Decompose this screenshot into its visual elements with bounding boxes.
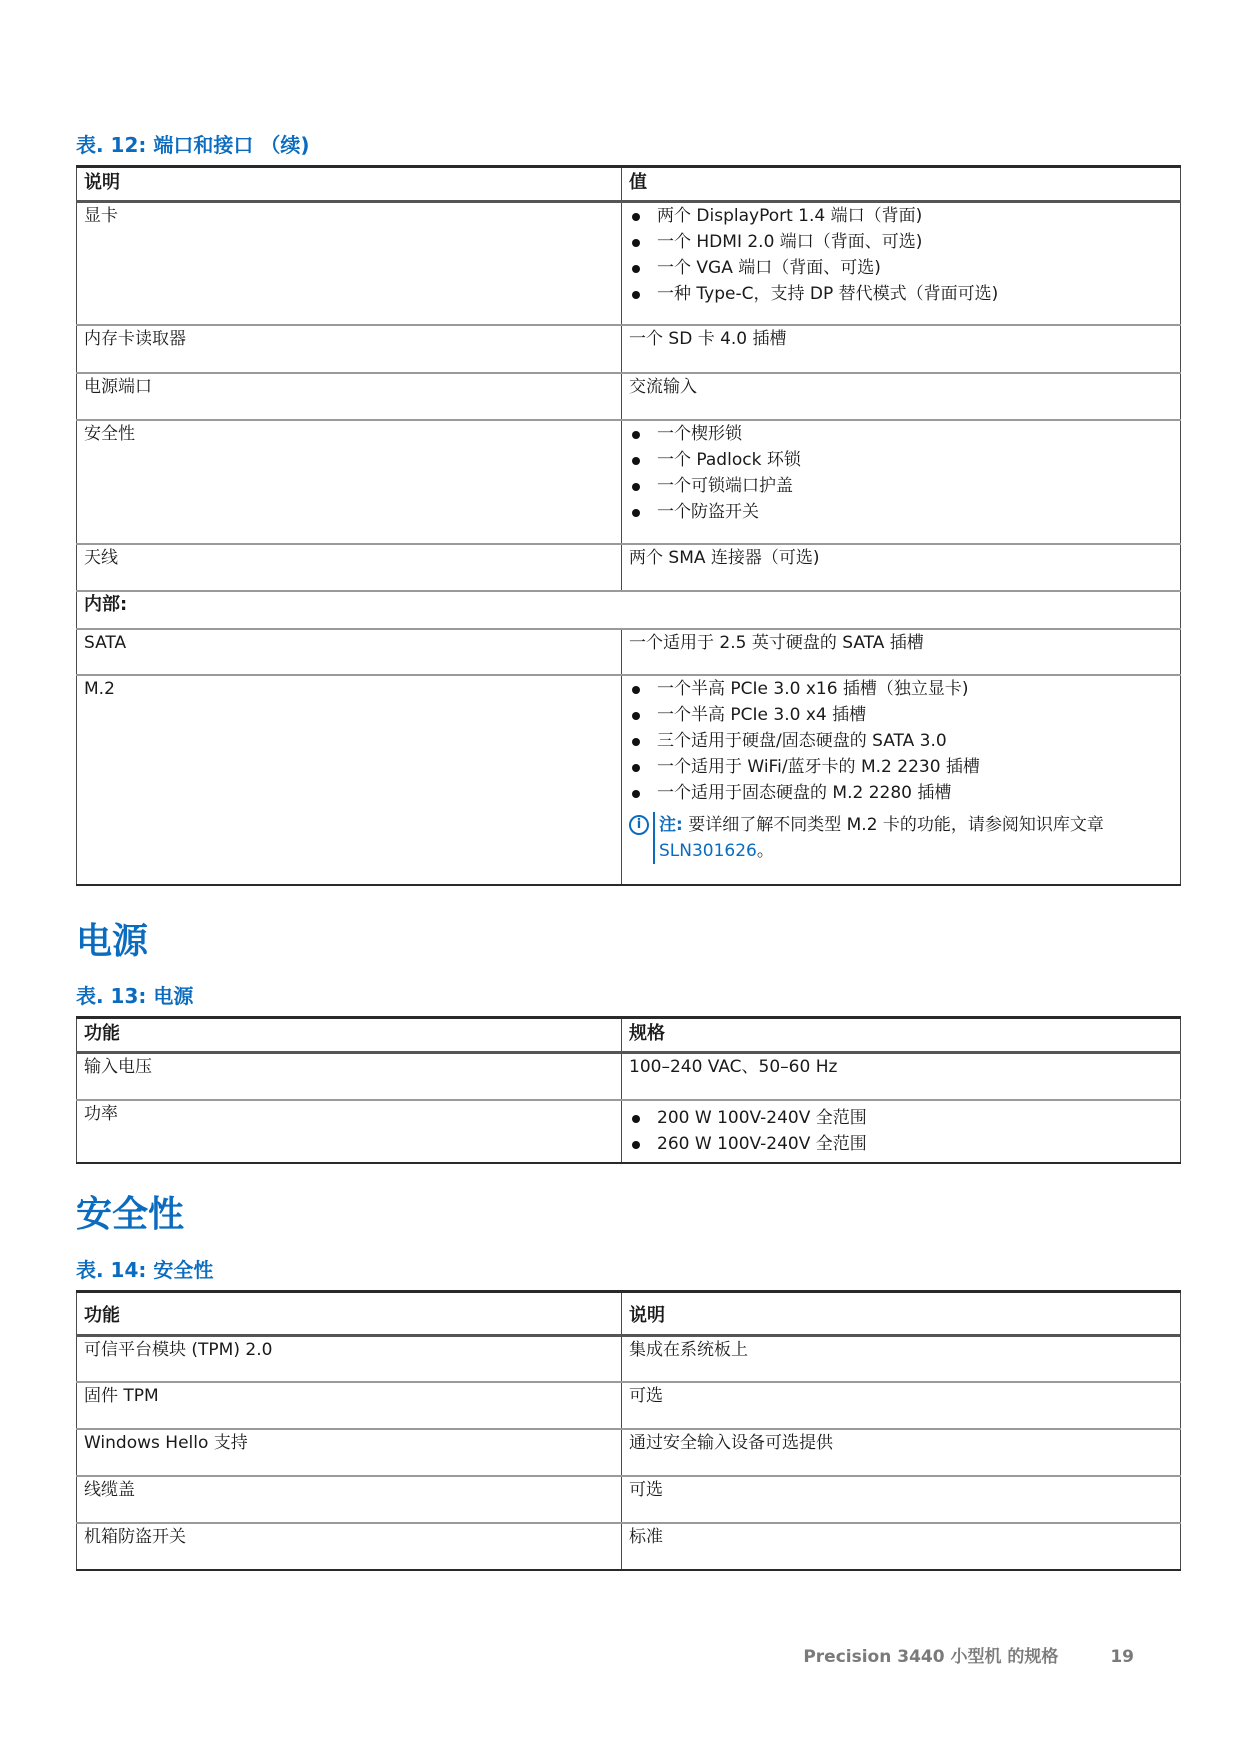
wattage-list: [629, 1105, 1173, 1157]
row-value: [622, 1100, 1181, 1163]
table-row: [77, 675, 1181, 885]
table-row: [77, 544, 1181, 591]
list-item: 一个半高 PCIe 3.0 x4 插槽: [629, 702, 1173, 728]
table-row: [77, 591, 1181, 629]
kb-article-link[interactable]: SLN301626: [659, 840, 757, 861]
table-14-caption: 表. 14: 安全性: [76, 1258, 214, 1282]
list-item: 一个 Padlock 环锁: [629, 447, 1173, 473]
table-header-row: [77, 1018, 1181, 1053]
row-value: 通过安全输入设备可选提供: [622, 1429, 1181, 1476]
row-label: 天线: [77, 544, 622, 591]
row-label: 机箱防盗开关: [77, 1523, 622, 1570]
security-list: [629, 421, 1173, 525]
internal-heading: 内部:: [77, 591, 1181, 629]
table-row: [77, 420, 1181, 544]
list-item: 一个半高 PCIe 3.0 x16 插槽（独立显卡): [629, 676, 1173, 702]
row-value: [622, 420, 1181, 544]
table-row: [77, 1523, 1181, 1570]
row-label: SATA: [77, 629, 622, 675]
list-item: 一个适用于 WiFi/蓝牙卡的 M.2 2230 插槽: [629, 754, 1173, 780]
row-value: 标准: [622, 1523, 1181, 1570]
row-label: Windows Hello 支持: [77, 1429, 622, 1476]
table-row: [77, 325, 1181, 373]
row-value: 集成在系统板上: [622, 1336, 1181, 1382]
list-item: 一个楔形锁: [629, 421, 1173, 447]
list-item: 一个可锁端口护盖: [629, 473, 1173, 499]
row-label: 线缆盖: [77, 1476, 622, 1523]
list-item: 一个适用于固态硬盘的 M.2 2280 插槽: [629, 780, 1173, 806]
power-table: [76, 1016, 1181, 1164]
header-value: 值: [622, 167, 1181, 202]
header-description: 说明: [622, 1292, 1181, 1336]
table-row: [77, 1336, 1181, 1382]
row-value: 一个 SD 卡 4.0 插槽: [622, 325, 1181, 373]
list-item: 260 W 100V-240V 全范围: [629, 1131, 1173, 1157]
page-footer: [803, 1645, 1134, 1669]
row-label: 固件 TPM: [77, 1382, 622, 1429]
table-header-row: [77, 1292, 1181, 1336]
note: [629, 812, 1173, 864]
row-value: 一个适用于 2.5 英寸硬盘的 SATA 插槽: [622, 629, 1181, 675]
row-label: 内存卡读取器: [77, 325, 622, 373]
row-value: 交流输入: [622, 373, 1181, 420]
table-row: [77, 1100, 1181, 1163]
list-item: 一种 Type-C，支持 DP 替代模式（背面可选): [629, 281, 1173, 307]
row-label: 安全性: [77, 420, 622, 544]
header-description: 说明: [77, 167, 622, 202]
m2-list: [629, 676, 1173, 806]
row-label: 显卡: [77, 202, 622, 325]
note-end: 。: [756, 840, 774, 861]
table-row: [77, 202, 1181, 325]
table-12-caption: 表. 12: 端口和接口 （续): [76, 133, 310, 157]
row-value: [622, 675, 1181, 885]
table-row: [77, 1476, 1181, 1523]
row-value: 100–240 VAC、50–60 Hz: [622, 1053, 1181, 1100]
footer-doc-title: Precision 3440 小型机 的规格: [803, 1647, 1059, 1667]
video-list: [629, 203, 1173, 307]
table-row: [77, 373, 1181, 420]
list-item: 一个 VGA 端口（背面、可选): [629, 255, 1173, 281]
note-text: 要详细了解不同类型 M.2 卡的功能，请参阅知识库文章: [688, 814, 1104, 835]
list-item: 两个 DisplayPort 1.4 端口（背面): [629, 203, 1173, 229]
note-label: 注:: [659, 814, 683, 835]
row-value: [622, 202, 1181, 325]
header-feature: 功能: [77, 1292, 622, 1336]
list-item: 200 W 100V-240V 全范围: [629, 1105, 1173, 1131]
row-label: 输入电压: [77, 1053, 622, 1100]
row-value: 两个 SMA 连接器（可选): [622, 544, 1181, 591]
table-13-caption: 表. 13: 电源: [76, 984, 194, 1008]
power-section-title: 电源: [76, 921, 149, 962]
row-label: 可信平台模块 (TPM) 2.0: [77, 1336, 622, 1382]
list-item: 一个防盗开关: [629, 499, 1173, 525]
table-row: [77, 1053, 1181, 1100]
ports-table: [76, 165, 1181, 886]
row-label: 电源端口: [77, 373, 622, 420]
info-icon: i: [629, 815, 649, 835]
table-row: [77, 1429, 1181, 1476]
list-item: 三个适用于硬盘/固态硬盘的 SATA 3.0: [629, 728, 1173, 754]
header-spec: 规格: [622, 1018, 1181, 1053]
row-label: 功率: [77, 1100, 622, 1163]
note-body: [653, 812, 1104, 864]
security-table: [76, 1290, 1181, 1571]
table-row: [77, 1382, 1181, 1429]
table-header-row: [77, 167, 1181, 202]
list-item: 一个 HDMI 2.0 端口（背面、可选): [629, 229, 1173, 255]
table-row: [77, 629, 1181, 675]
header-feature: 功能: [77, 1018, 622, 1053]
page-number: 19: [1110, 1647, 1134, 1667]
row-value: 可选: [622, 1382, 1181, 1429]
row-label: M.2: [77, 675, 622, 885]
security-section-title: 安全性: [76, 1194, 185, 1235]
row-value: 可选: [622, 1476, 1181, 1523]
